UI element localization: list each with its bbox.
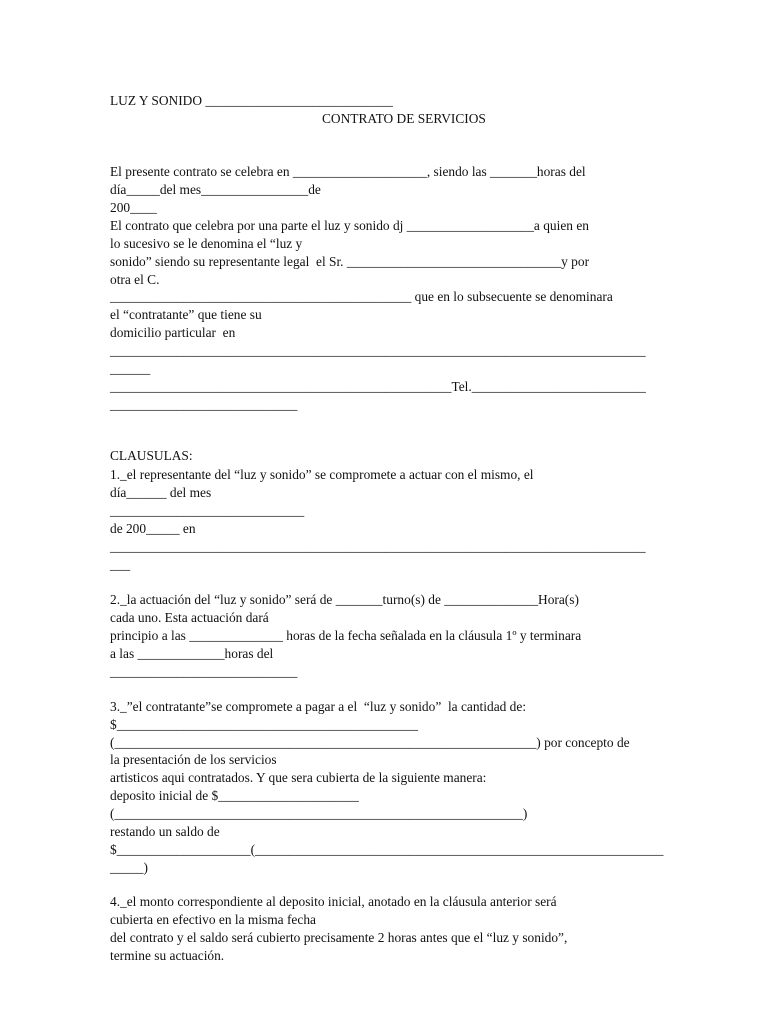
header-luz-y-sonido: LUZ Y SONIDO ____________________________ — [110, 93, 393, 108]
tel-line-2: ____________________________ — [110, 397, 298, 412]
clause-1-line-4: de 200_____ en — [110, 521, 196, 536]
intro-line-7: otra el C. — [110, 272, 160, 287]
clause-2-line-5: ____________________________ — [110, 664, 298, 679]
clause-3-line-3: (_______________________________________________________________) por concepto de — [110, 735, 630, 750]
clause-3-line-8: restando un saldo de — [110, 824, 220, 839]
clause-3-line-1: 3._”el contratante”se compromete a pagar a el “luz y sonido” la cantidad de: — [110, 699, 527, 714]
tel-line: ___________________________________________________Tel.__________________________ — [110, 379, 646, 394]
clause-1-line-5: ________________________________________________________________________________ — [110, 539, 646, 554]
clause-3-line-9: $____________________(_____________________________________________________________ — [110, 842, 664, 857]
intro-line-1: El presente contrato se celebra en ____________________, siendo las _______horas del — [110, 164, 586, 179]
clausulas-heading: CLAUSULAS: — [110, 448, 193, 463]
clause-3-line-2: $_____________________________________________ — [110, 717, 418, 732]
document-title: CONTRATO DE SERVICIOS — [322, 111, 486, 126]
address-blank-line: ________________________________________________________________________________ — [110, 343, 646, 358]
clause-2-line-2: cada uno. Esta actuación dará — [110, 610, 269, 625]
intro-line-2: día_____del mes________________de — [110, 182, 321, 197]
clause-4-line-4: termine su actuación. — [110, 948, 225, 963]
intro-line-9: el “contratante” que tiene su — [110, 307, 262, 322]
clause-2-line-3: principio a las ______________ horas de la fecha señalada en la cláusula 1º y terminara — [110, 628, 582, 643]
clause-2-line-1: 2._la actuación del “luz y sonido” será de _______turno(s) de ______________Hora(s) — [110, 592, 579, 607]
clause-4-line-1: 4._el monto correspondiente al deposito inicial, anotado en la cláusula anterior será — [110, 894, 557, 909]
clause-4-line-2: cubierta en efectivo en la misma fecha — [110, 912, 316, 927]
intro-line-10: domicilio particular en — [110, 325, 236, 340]
clause-3-line-5: artisticos aqui contratados. Y que sera cubierta de la siguiente manera: — [110, 770, 487, 785]
clause-1-line-6: ___ — [110, 557, 131, 572]
intro-line-6: sonido” siendo su representante legal el Sr. ________________________________y por — [110, 254, 590, 269]
clause-4-line-3: del contrato y el saldo será cubierto precisamente 2 horas antes que el “luz y sonido”, — [110, 930, 568, 945]
clause-3-line-7: (_____________________________________________________________) — [110, 806, 528, 821]
intro-line-8: _____________________________________________ que en lo subsecuente se denominara — [110, 289, 613, 304]
address-blank-line-2: ______ — [110, 361, 151, 376]
clause-3-line-10: _____) — [110, 860, 148, 875]
intro-line-5: lo sucesivo se le denomina el “luz y — [110, 236, 303, 251]
clause-3-line-4: la presentación de los servicios — [110, 752, 277, 767]
intro-line-3: 200____ — [110, 200, 157, 215]
intro-line-4: El contrato que celebra por una parte el luz y sonido dj ___________________a quien en — [110, 218, 589, 233]
clause-1-line-1: 1._el representante del “luz y sonido” se compromete a actuar con el mismo, el — [110, 467, 534, 482]
clause-3-line-6: deposito inicial de $_____________________ — [110, 788, 359, 803]
clause-1-line-3: _____________________________ — [110, 503, 305, 518]
clause-1-line-2: día______ del mes — [110, 485, 212, 500]
clause-2-line-4: a las _____________horas del — [110, 646, 274, 661]
